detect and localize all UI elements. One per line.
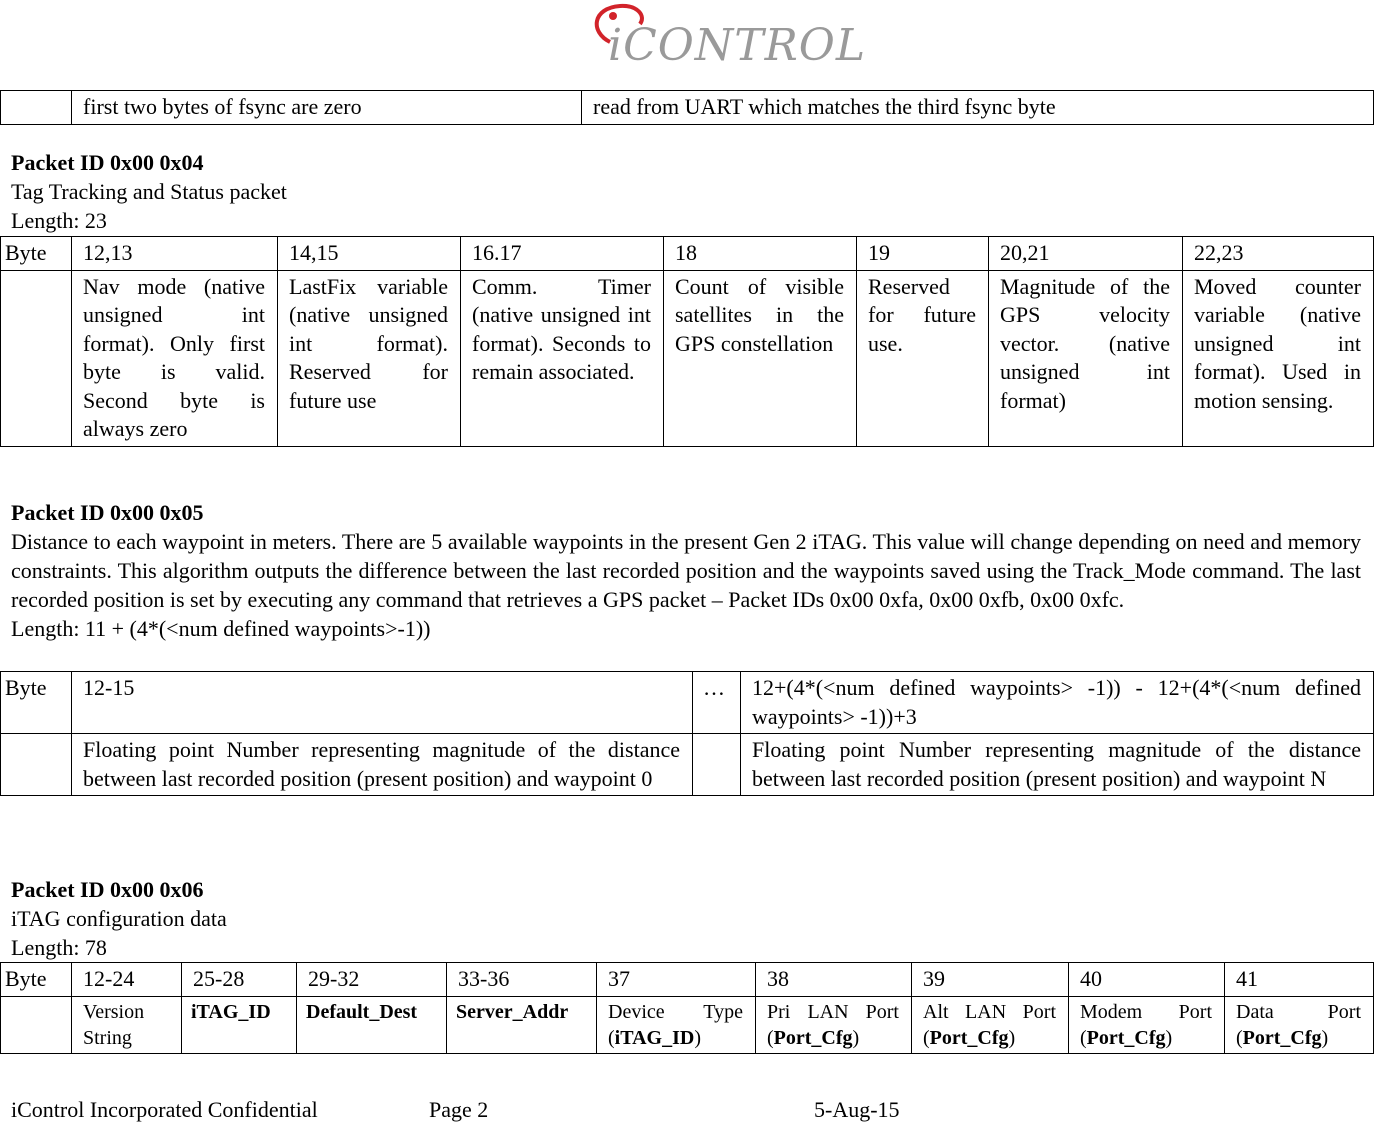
table-cell: [693, 734, 741, 796]
table-header-cell: 12,13: [72, 237, 278, 271]
packet-06-section: [11, 875, 227, 962]
packet-05-section: [11, 498, 1361, 643]
table-row: [1, 91, 1374, 125]
table-header-cell: 39: [912, 963, 1069, 997]
table-header-cell: 37: [597, 963, 756, 997]
table-cell: [1, 734, 72, 796]
table-header-cell: 19: [857, 237, 989, 271]
packet-06-subtitle: iTAG configuration data: [11, 906, 227, 931]
table-header-cell: 38: [756, 963, 912, 997]
cell-reference: Port_Cfg: [1086, 1026, 1166, 1049]
cell-reference: Port_Cfg: [929, 1026, 1009, 1049]
table-header-row: [1, 672, 1374, 734]
table-cell: [1, 91, 72, 125]
table-cell: [1, 996, 72, 1053]
table-cell: Server_Addr: [447, 996, 597, 1053]
table-header-row: [1, 237, 1374, 271]
table-header-cell: 16.17: [461, 237, 664, 271]
table-header-cell: 18: [664, 237, 857, 271]
table-cell: Moved counter variable (native unsigned int format). Used in motion sensing.: [1183, 270, 1374, 446]
table-cell: first two bytes of fsync are zero: [72, 91, 582, 125]
table-cell: read from UART which matches the third fsync byte: [582, 91, 1374, 125]
logo-text: iCONTROL: [608, 20, 867, 71]
company-logo: [580, 2, 867, 74]
table-header-cell: 25-28: [182, 963, 297, 997]
table-cell: Nav mode (native unsigned int format). Only first byte is valid. Second byte is always zero: [72, 270, 278, 446]
table-cell: Pri LAN Port (Port_Cfg): [756, 996, 912, 1053]
table-header-cell: 20,21: [989, 237, 1183, 271]
packet-05-length: Length: 11 + (4*(<num defined waypoints>-1)): [11, 616, 431, 641]
cell-text: Pri LAN Port: [767, 1000, 899, 1023]
packet-05-table: [0, 671, 1374, 796]
packet-05-title: Packet ID 0x00 0x05: [11, 500, 204, 525]
table-cell: Device Type (iTAG_ID): [597, 996, 756, 1053]
table-cell: [1, 270, 72, 446]
footer-company: iControl Incorporated Confidential: [11, 1097, 318, 1122]
packet-04-section: [11, 148, 287, 235]
packet-05-description: Distance to each waypoint in meters. There are 5 available waypoints in the present Gen 2 iTAG. This value will change depending on need and memory constraints. This algorithm outputs the difference between the last recorded position and the waypoints saved using the Track_Mode command. The last recorded position is set by executing any command that retrieves a GPS packet – Packet IDs 0x00 0xfa, 0x00 0xfb, 0x00 0xfc.: [11, 529, 1361, 612]
table-header-cell: 29-32: [297, 963, 447, 997]
table-cell: iTAG_ID: [182, 996, 297, 1053]
table-cell: Modem Port (Port_Cfg): [1069, 996, 1225, 1053]
cell-text: Alt LAN Port: [923, 1000, 1056, 1023]
table-header-cell: Byte: [1, 237, 72, 271]
table-header-cell: 40: [1069, 963, 1225, 997]
footer-page-number: Page 2: [429, 1097, 489, 1122]
table-header-cell: 12+(4*(<num defined waypoints> -1)) - 12+(4*(<num defined waypoints> -1))+3: [741, 672, 1374, 734]
packet-04-length: Length: 23: [11, 208, 107, 233]
packet-04-table: [0, 236, 1374, 447]
table-header-row: [1, 963, 1374, 997]
table-cell: Comm. Timer (native unsigned int format). Seconds to remain associated.: [461, 270, 664, 446]
table-row: [1, 996, 1374, 1053]
table-cell: Count of visible satellites in the GPS constellation: [664, 270, 857, 446]
table-header-cell: Byte: [1, 963, 72, 997]
table-header-cell: 33-36: [447, 963, 597, 997]
table-cell: Magnitude of the GPS velocity vector. (native unsigned int format): [989, 270, 1183, 446]
table-cell: Version String: [72, 996, 182, 1053]
packet-06-table: [0, 962, 1374, 1054]
table-cell: Data Port (Port_Cfg): [1225, 996, 1374, 1053]
cell-text: Data Port: [1236, 1000, 1361, 1023]
cell-reference: iTAG_ID: [614, 1026, 695, 1049]
table-cell: LastFix variable (native unsigned int format). Reserved for future use: [278, 270, 461, 446]
table-header-cell: 12-24: [72, 963, 182, 997]
table-header-cell: 22,23: [1183, 237, 1374, 271]
table-cell: Default_Dest: [297, 996, 447, 1053]
cell-text: Device Type: [608, 1000, 743, 1023]
table-cell: Floating point Number representing magnitude of the distance between last recorded position (present position) and waypoint 0: [72, 734, 693, 796]
cell-reference: Port_Cfg: [1242, 1026, 1322, 1049]
packet-06-length: Length: 78: [11, 935, 107, 960]
top-continuation-table: [0, 90, 1374, 125]
table-header-cell: …: [693, 672, 741, 734]
table-header-cell: 12-15: [72, 672, 693, 734]
table-cell: Floating point Number representing magnitude of the distance between last recorded position (present position) and waypoint N: [741, 734, 1374, 796]
table-row: [1, 734, 1374, 796]
cell-reference: Port_Cfg: [773, 1026, 853, 1049]
packet-06-title: Packet ID 0x00 0x06: [11, 877, 204, 902]
table-row: [1, 270, 1374, 446]
packet-04-title: Packet ID 0x00 0x04: [11, 150, 204, 175]
table-header-cell: 14,15: [278, 237, 461, 271]
footer-date: 5-Aug-15: [814, 1097, 900, 1122]
packet-04-subtitle: Tag Tracking and Status packet: [11, 179, 287, 204]
table-header-cell: Byte: [1, 672, 72, 734]
table-cell: Reserved for future use.: [857, 270, 989, 446]
cell-text: Modem Port: [1080, 1000, 1212, 1023]
table-header-cell: 41: [1225, 963, 1374, 997]
table-cell: Alt LAN Port (Port_Cfg): [912, 996, 1069, 1053]
